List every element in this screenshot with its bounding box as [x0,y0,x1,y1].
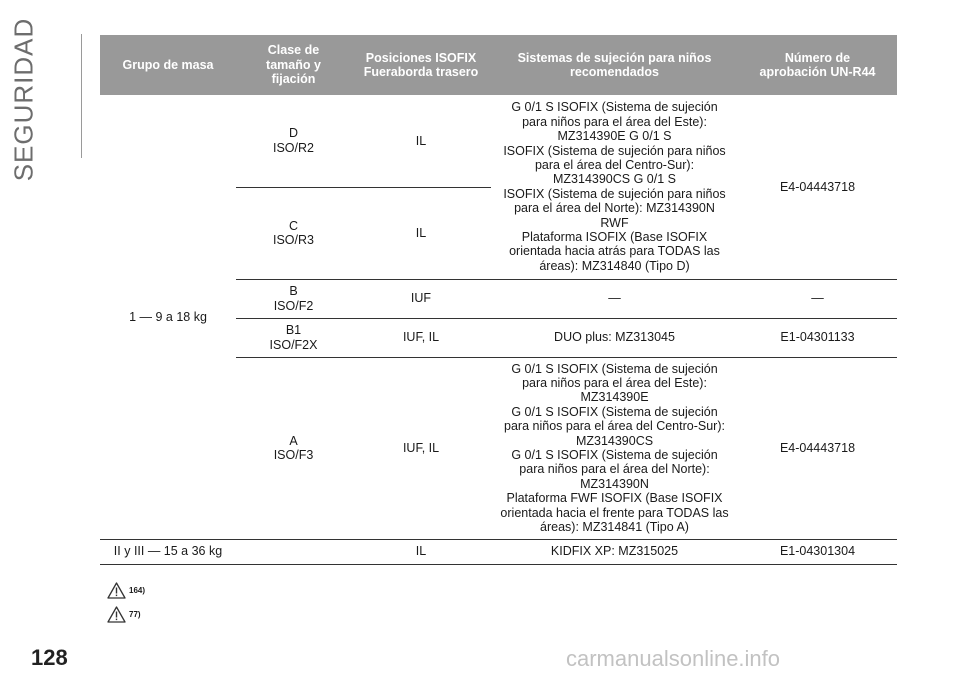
cell-position-ii: IL [351,539,491,564]
cell-size-ii [236,539,351,564]
table-header-row [100,35,897,95]
cell-size-a: A ISO/F3 [236,357,351,539]
cell-approval-dc: E4-04443718 [738,95,897,279]
cell-position-b: IUF [351,279,491,318]
cell-position-d: IL [351,95,491,187]
warning-notes [107,581,145,629]
cell-group-2: II y III — 15 a 36 kg [100,539,236,564]
section-title-text: SEGURIDAD [8,17,39,181]
warning-note-ref: 77) [129,609,141,619]
cell-system-ii: KIDFIX XP: MZ315025 [491,539,738,564]
header-numero-aprobacion: Número de aprobación UN-R44 [738,35,897,95]
cell-approval-b1: E1-04301133 [738,318,897,357]
warning-triangle-icon [107,606,126,623]
cell-size-b1: B1 ISO/F2X [236,318,351,357]
cell-size-b: B ISO/F2 [236,279,351,318]
cell-position-c: IL [351,187,491,279]
cell-approval-b: — [738,279,897,318]
warning-triangle-icon [107,582,126,599]
cell-system-b: — [491,279,738,318]
cell-size-c: C ISO/R3 [236,187,351,279]
page-number: 128 [31,645,68,670]
header-clase-tamano: Clase de tamaño y fijación [236,35,351,95]
warning-note[interactable] [107,581,145,599]
cell-approval-ii: E1-04301304 [738,539,897,564]
cell-system-dc: G 0/1 S ISOFIX (Sistema de sujeción para niños para el área del Este): MZ314390E G 0/1 S ISOFIX (Sistema de sujeción para niños para el área del Centro-Sur): MZ314390CS G 0/1 S ISOFIX (Sistema de sujeción para niños para el área del Norte): MZ314390N RWF Plataforma ISOFIX (Base ISOFIX orientada hacia atrás para TODAS las áreas): MZ314840 (Tipo D) [491,95,738,279]
section-divider [81,34,82,158]
header-grupo-de-masa: Grupo de masa [100,35,236,95]
header-sistemas-sujecion: Sistemas de sujeción para niños recomendados [491,35,738,95]
cell-group-1: 1 — 9 a 18 kg [100,95,236,539]
cell-position-b1: IUF, IL [351,318,491,357]
watermark: carmanualsonline.info [566,646,781,671]
cell-position-a: IUF, IL [351,357,491,539]
cell-system-a: G 0/1 S ISOFIX (Sistema de sujeción para niños para el área del Este): MZ314390E G 0/1 S ISOFIX (Sistema de sujeción para niños para el área del Centro-Sur): MZ314390CS G 0/1 S ISOFIX (Sistema de sujeción para niños para el área del Norte): MZ314390N Plataforma FWF ISOFIX (Base ISOFIX orientada hacia el frente para TODAS las áreas): MZ314841 (Tipo A) [491,357,738,539]
cell-system-b1: DUO plus: MZ313045 [491,318,738,357]
cell-size-d: D ISO/R2 [236,95,351,187]
header-posiciones-isofix: Posiciones ISOFIX Fueraborda trasero [351,35,491,95]
warning-note-ref: 164) [129,585,146,595]
isofix-table [100,35,897,565]
table-row [100,95,897,187]
section-title-vertical [0,17,56,181]
table-row [100,539,897,564]
warning-note[interactable] [107,605,145,623]
cell-approval-a: E4-04443718 [738,357,897,539]
